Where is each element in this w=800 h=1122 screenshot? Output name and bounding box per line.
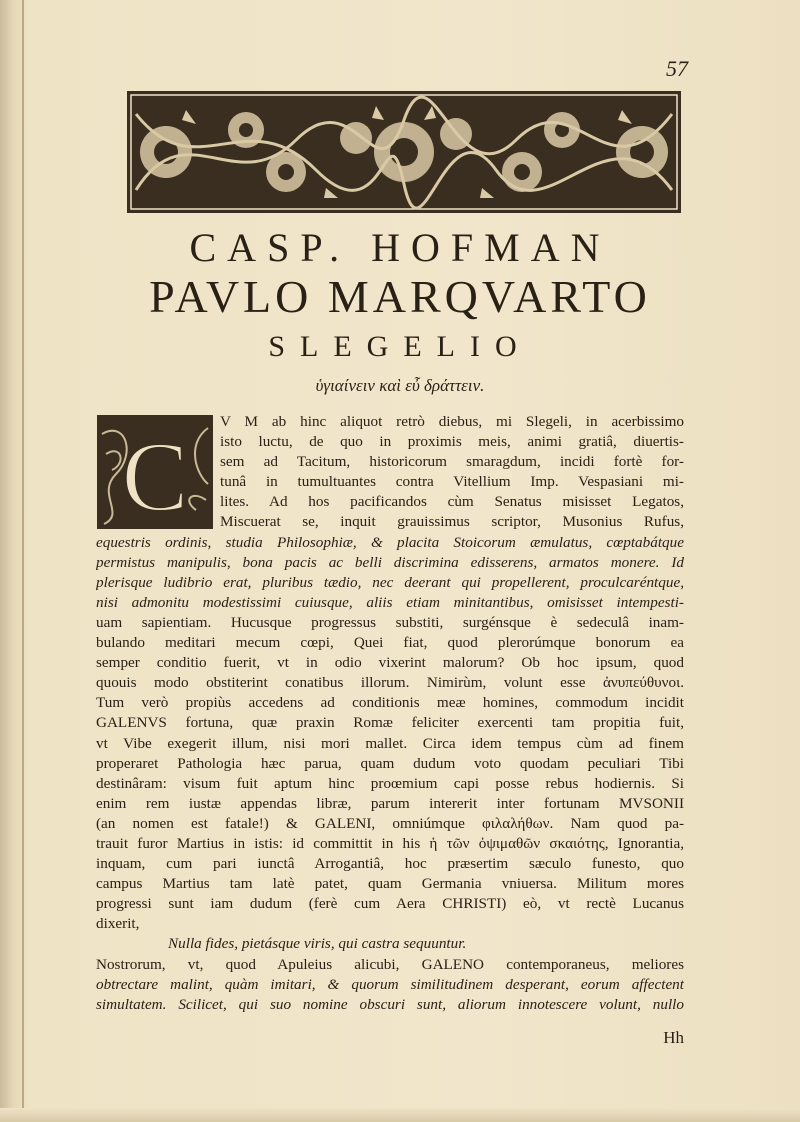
addressee-surname: SLEGELIO [268,330,532,363]
text-line: (an nomen est fatale!) & GALENI, omniúmque φιλαλήθων. Nam quod pa- [96,814,684,832]
text-line: dixerit, [96,915,140,933]
page-number: 57 [666,56,688,81]
page-gutter [22,0,24,1122]
text-line: isto luctu, de quo in proximis meis, animi gratiâ, diuertis- [220,433,684,451]
text-line: bulando meditari mecum cœpi, Quei fiat, quod plerorúmque bonorum ea [96,634,684,652]
text-line: Nostrorum, vt, quod Apuleius alicubi, GALENO contemporaneus, meliores [96,955,684,973]
text-line: inquam, cum pari iunctâ Arrogantiâ, hoc præsertim sæculo funesto, quo [96,855,684,873]
floral-headpiece-icon [126,90,682,214]
text-line: semper conditio fuerit, vt in odio vixerint malorum? Ob hoc ipsum, quod [96,654,684,672]
text-line: GALENVS fortuna, quæ praxin Romæ feliciter exercenti tam propitia fuit, [96,714,684,732]
text-line: lites. Ad hos pacificandos cùm Senatus misisset Legatos, [220,493,684,511]
text-line: enim rem iustæ appendas libræ, parum intererit inter fortunam MVSONII [96,794,684,812]
text-line: destinâram: visum fuit aptum hinc proœmium capi posse rebus hodiernis. Si [96,774,684,792]
text-line: V M ab hinc aliquot retrò diebus, mi Slegeli, in acerbissimo [220,413,684,430]
text-line: plerisque ludibrio erat, pluribus tædio, nec deerant qui propellerent, proculcaréntque, [96,573,684,591]
text-line: sem ad Tacitum, historicorum smaragdum, incidi fortè for- [220,453,684,471]
text-line: progressi sunt iam dudum (ferè cum Aera CHRISTI) eò, vt rectè Lucanus [96,895,684,913]
author-title: CASP. HOFMAN [189,225,611,270]
page-bottom-edge [0,1108,800,1122]
text-line: nisi admonitu modestissimi cuiusque, aliis etiam minitantibus, omisisset intempesti- [96,593,684,611]
addressee-title: PAVLO MARQVARTO [149,271,651,322]
text-line: tunâ in tumultuantes contra Vitellium Imp. Vespasiani mi- [220,473,684,491]
text-line: Tum verò propiùs accedens ad conditionis meæ homines, commodum incidit [96,694,684,712]
text-line: quouis modo obstiterint conatibus illorum. Nimirùm, volunt esse ἀνυπεύθυνοι. [96,674,684,692]
verse-quotation: Nulla fides, pietásque viris, qui castra sequuntur. [168,935,467,953]
text-line: obtrectare malint, quàm imitari, & quorum similitudinem desperant, eorum affectent [96,975,684,993]
signature-mark: Hh [663,1028,684,1047]
text-line: equestris ordinis, studia Philosophiæ, & placita Stoicorum æmulatus, cœptabátque [96,533,684,551]
text-line: trauit furor Martius in istis: id committit in his ἡ τῶν ὀψιμαθῶν σκαιότης, Ignorantia, [96,834,684,852]
text-line: permistus manipulis, bona pacis ac belli discrimina edisserens, armatos monere. Id [96,553,684,571]
greek-greeting: ὑγιαίνειν καὶ εὖ δράττειν. [315,376,485,395]
text-line: simultatem. Scilicet, qui suo nomine obscuri sunt, aliorum innotescere volunt, nullo [96,995,684,1013]
text-line: properaret Pathologia hæc parua, quam dudum voto quodam peculiari Tibi [96,754,684,772]
text-line: vt Vibe exegerit illum, nisi mori mallet. Circa idem tempus cùm ad finem [96,734,684,752]
text-line: campus Martius tam latè patet, quam Germania vniuersa. Militum mores [96,875,684,893]
dropcap-letter: C [121,421,189,530]
text-line: uam sapientiam. Hucusque progressus substiti, surgénsque è sedeculâ inam- [96,613,684,631]
letter-body [96,412,684,1015]
text-line: Miscuerat se, inquit grauissimus scriptor, Musonius Rufus, [220,513,684,531]
